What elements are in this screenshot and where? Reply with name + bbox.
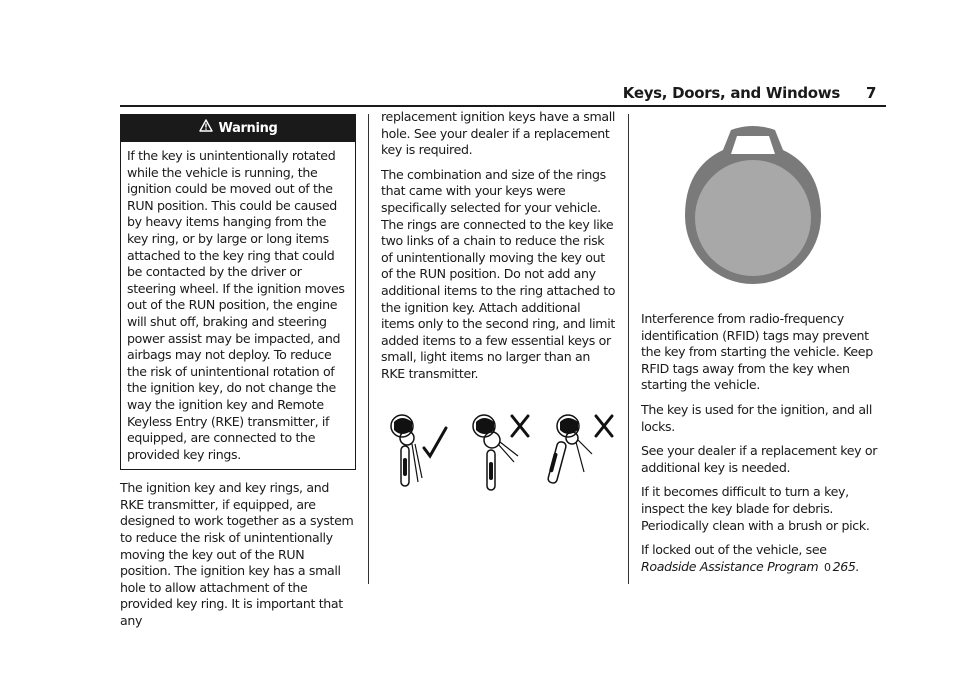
- warning-title: Warning: [218, 121, 278, 136]
- checkmark-icon: [424, 428, 446, 456]
- warning-triangle-icon: [199, 115, 213, 142]
- column-3: [641, 311, 881, 584]
- column-divider-2: [628, 114, 629, 584]
- roadside-assistance-link[interactable]: Roadside Assistance Program: [641, 558, 819, 574]
- paragraph: [641, 542, 881, 576]
- paragraph: The combination and size of the rings that came with your keys were specifically selected for your vehicle. The rings are connected to the key like two links of a chain to reduce the risk of unintentionally moving the key out of the RUN position. Do not add any additional items to the ring attached to the ignition key. Attach additional items only to the second ring, and limit added items to a few essential keys or small, light items no larger than an RKE transmitter.: [381, 166, 616, 381]
- x-mark-icon: [512, 416, 528, 436]
- section-title: Keys, Doors, and Windows: [622, 84, 840, 102]
- key-set-incorrect-2: [547, 415, 612, 484]
- paragraph: Interference from radio-frequency identification (RFID) tags may prevent the key from starting the vehicle. Keep RFID tags away from the key when starting the vehicle.: [641, 311, 873, 393]
- rfid-tag-figure: [683, 124, 823, 284]
- page-reference[interactable]: 265.: [832, 558, 860, 574]
- warning-header: [121, 115, 355, 142]
- paragraph: replacement ignition keys have a small hole. See your dealer if a replacement key is required.: [381, 109, 616, 158]
- column-divider-1: [368, 114, 369, 584]
- column-2: [381, 109, 617, 391]
- paragraph: The ignition key and key rings, and RKE transmitter, if equipped, are designed to work together as a system to reduce the risk of unintentionally moving the key out of the RUN position. The ignition key has a small hole to allow attachment of the provided key ring. It is important that any: [120, 480, 354, 629]
- key-set-correct: [391, 415, 446, 486]
- lockout-text: If locked out of the vehicle, see: [641, 542, 827, 558]
- paragraph: If it becomes difficult to turn a key, inspect the key blade for debris. Periodically clean with a brush or pick.: [641, 484, 870, 533]
- key-ring-figure: [388, 410, 618, 500]
- paragraph: See your dealer if a replacement key or additional key is needed.: [641, 443, 878, 475]
- column-1: [120, 114, 356, 638]
- x-mark-icon: [596, 416, 612, 436]
- page-number: 7: [866, 84, 877, 102]
- paragraph: The key is used for the ignition, and all locks.: [641, 401, 872, 434]
- warning-box: [120, 114, 356, 470]
- header-rule: [120, 105, 886, 107]
- warning-body: If the key is unintentionally rotated while the vehicle is running, the ignition could be moved out of the RUN position. This could be caused by heavy items hanging from the key ring, or by large or long items attached to the key ring that could be contacted by the driver or steering wheel. If the ignition moves out of the RUN position, the engine will shut off, braking and steering power assist may be impacted, and airbags may not deploy. To reduce the risk of unintentional rotation of the ignition key, do not change the way the ignition key and Remote Keyless Entry (RKE) transmitter, if equipped, are connected to the provided key rings.: [127, 148, 345, 462]
- key-set-incorrect-1: [473, 415, 528, 490]
- page-reference-arrow-icon: 0: [823, 560, 831, 574]
